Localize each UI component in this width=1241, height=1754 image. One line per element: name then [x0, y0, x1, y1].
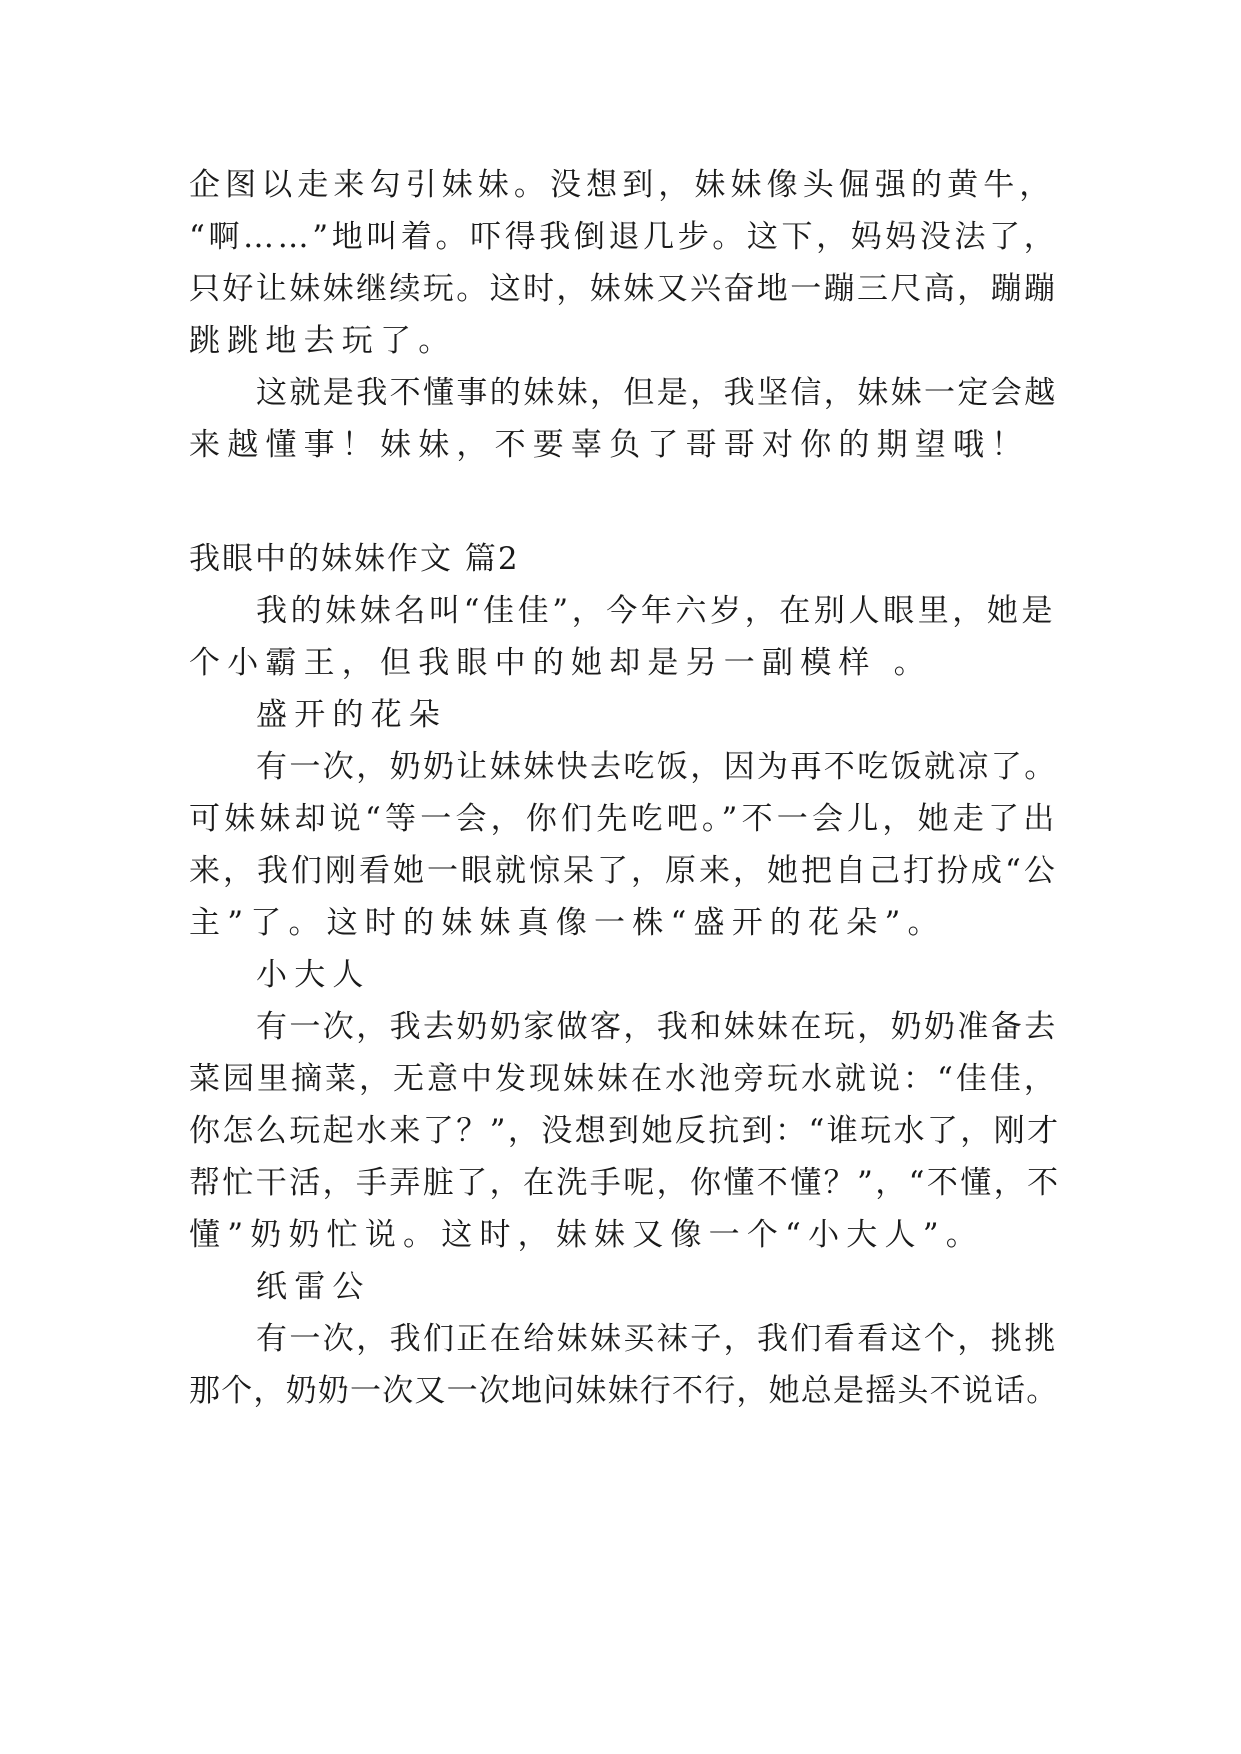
- paragraph-line: 有一次，我们正在给妹妹买袜子，我们看看这个，挑挑: [256, 1321, 1058, 1357]
- paragraph-line: 帮忙干活，手弄脏了，在洗手呢，你懂不懂？”，“不懂，不: [189, 1165, 1061, 1201]
- paragraph-line: 我的妹妹名叫“佳佳”，今年六岁，在别人眼里，她是: [256, 593, 1057, 629]
- paragraph-line: 主”了。这时的妹妹真像一株“盛开的花朵”。: [189, 905, 946, 941]
- section-title: 我眼中的妹妹作文 篇2: [189, 541, 520, 577]
- paragraph-line: 你怎么玩起水来了？”，没想到她反抗到：“谁玩水了，刚才: [189, 1113, 1061, 1149]
- subheading: 小大人: [256, 957, 371, 993]
- paragraph-line: 个小霸王，但我眼中的她却是另一副模样 。: [189, 645, 932, 681]
- paragraph-line: 来，我们刚看她一眼就惊呆了，原来，她把自己打扮成“公: [189, 853, 1058, 889]
- paragraph-line: 这就是我不懂事的妹妹，但是，我坚信，妹妹一定会越: [256, 375, 1058, 411]
- paragraph-line: 有一次，奶奶让妹妹快去吃饭，因为再不吃饭就凉了。: [256, 749, 1058, 785]
- paragraph-line: 跳跳地去玩了。: [189, 323, 457, 359]
- paragraph-line: 来越懂事！妹妹，不要辜负了哥哥对你的期望哦！: [189, 427, 1030, 463]
- subheading: 盛开的花朵: [256, 697, 447, 733]
- paragraph-line: 有一次，我去奶奶家做客，我和妹妹在玩，奶奶准备去: [256, 1009, 1058, 1045]
- paragraph-line: 那个，奶奶一次又一次地问妹妹行不行，她总是摇头不说话。: [189, 1373, 1059, 1409]
- paragraph-line: 懂”奶奶忙说。这时，妹妹又像一个“小大人”。: [189, 1217, 984, 1253]
- paragraph-line: “啊……”地叫着。吓得我倒退几步。这下，妈妈没法了，: [189, 219, 1059, 255]
- paragraph-line: 只好让妹妹继续玩。这时，妹妹又兴奋地一蹦三尺高，蹦蹦: [189, 271, 1058, 307]
- paragraph-line: 菜园里摘菜，无意中发现妹妹在水池旁玩水就说：“佳佳，: [189, 1061, 1058, 1097]
- paragraph-line: 企图以走来勾引妹妹。没想到，妹妹像头倔强的黄牛，: [189, 167, 1056, 203]
- subheading: 纸雷公: [256, 1269, 371, 1305]
- paragraph-line: 可妹妹却说“等一会，你们先吃吧。”不一会儿，她走了出: [189, 801, 1059, 837]
